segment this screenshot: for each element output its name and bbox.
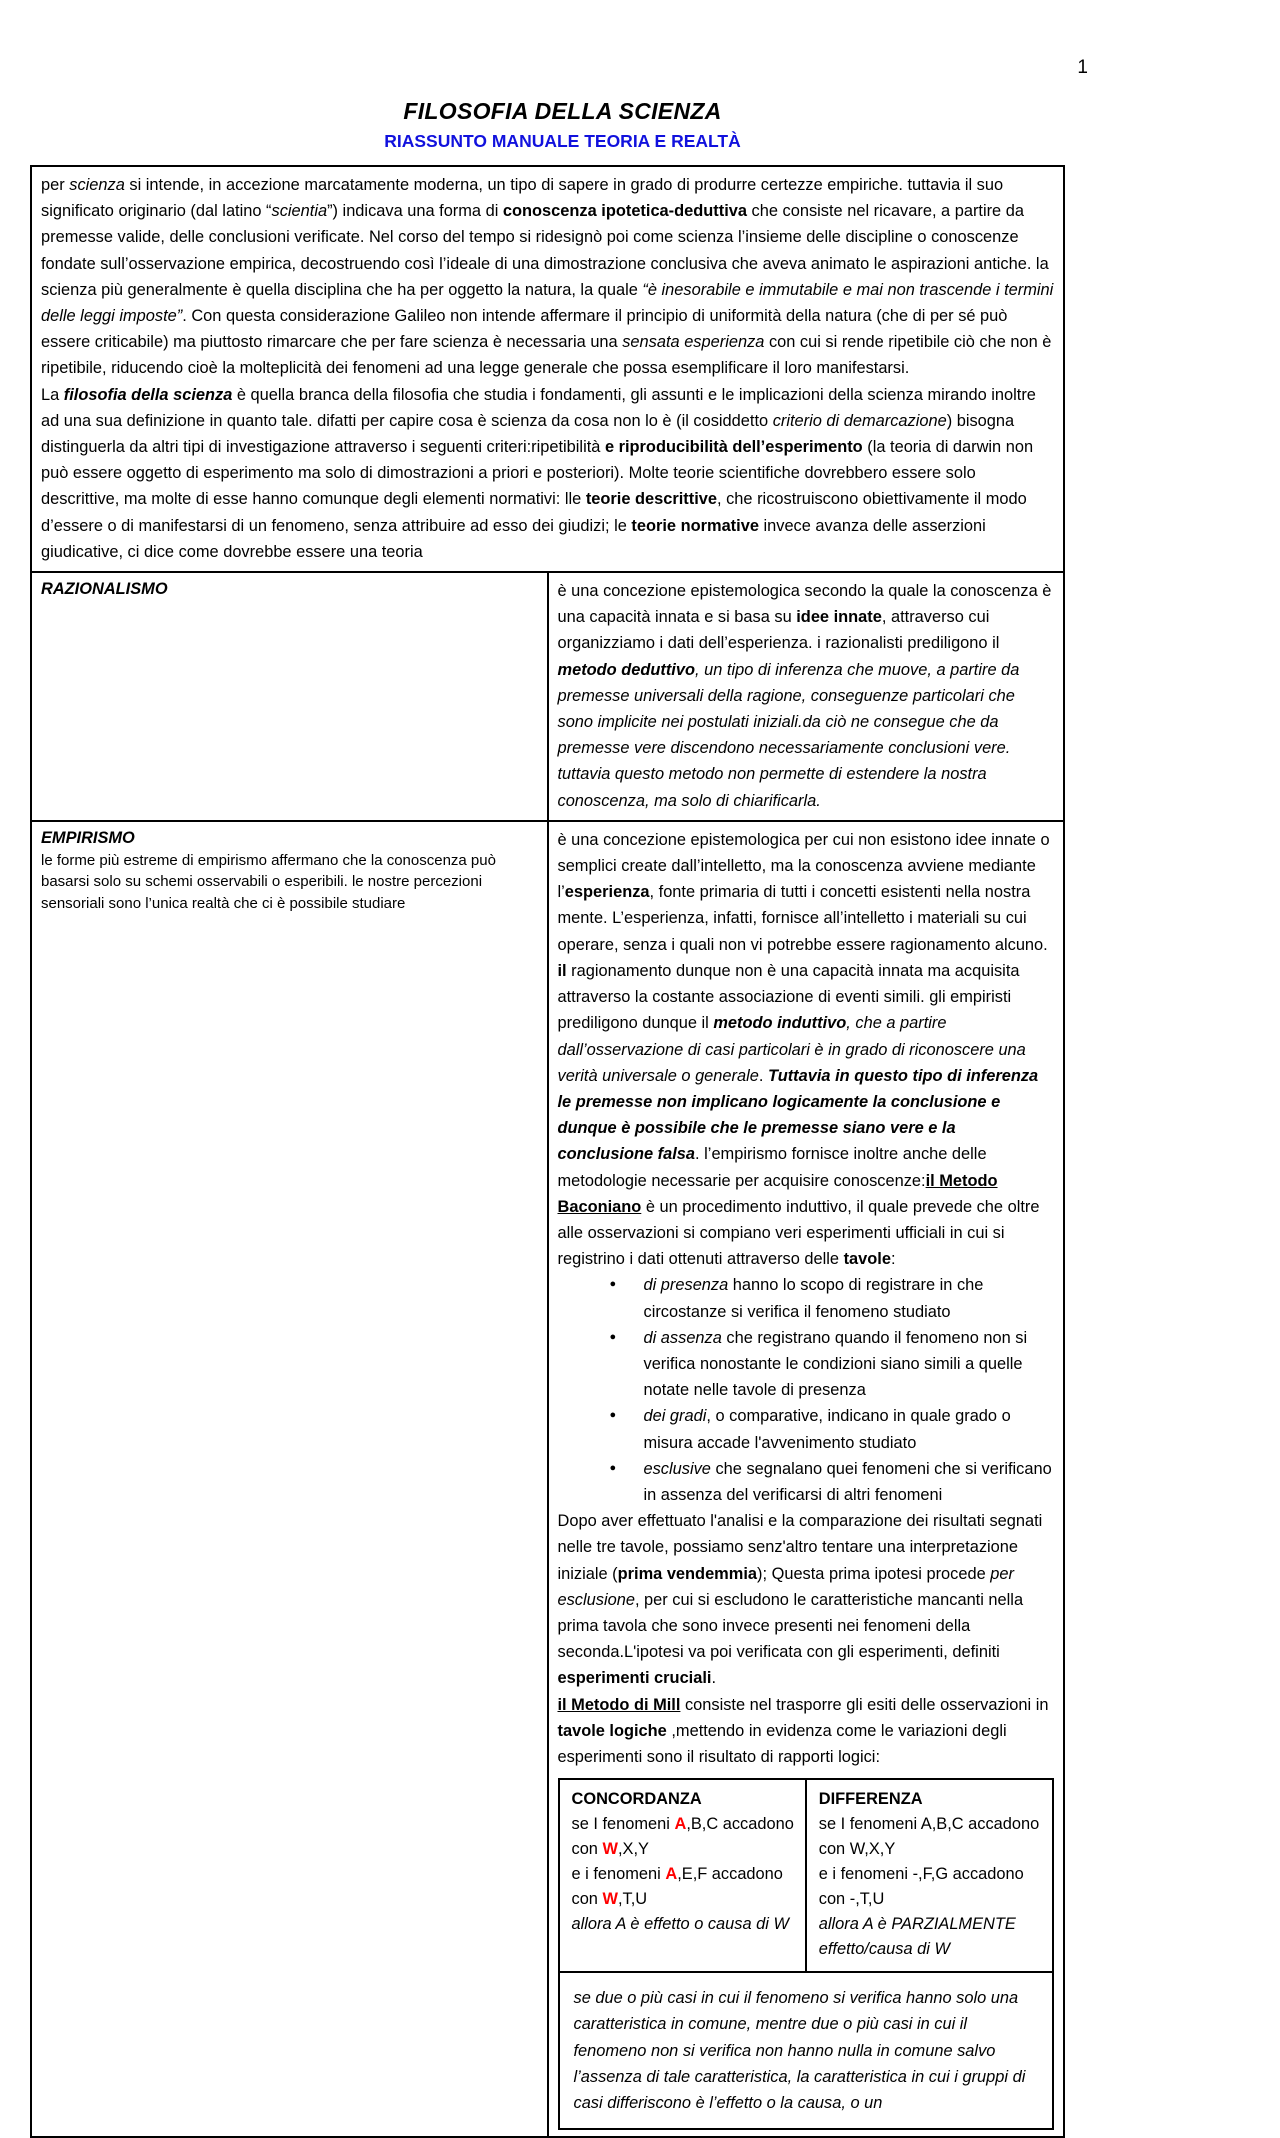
conc-l2-seg2: ,E,F accadono con bbox=[571, 1865, 783, 1909]
raz-seg1: è una concezione epistemologica secondo la quale la conoscenza è una capacità innata e si basa su bbox=[557, 582, 1052, 627]
intro-p2-bold-descrittive: teorie descrittive bbox=[585, 490, 717, 509]
intro-p1-em-quote: “è inesorabile e immutabile e mai non trascende i termini delle leggi imposte” bbox=[41, 280, 1054, 326]
intro-p2-bold-filosofia: filosofia della scienza bbox=[63, 385, 233, 404]
emp-bold-prima-vendemmia: prima vendemmia bbox=[617, 1564, 758, 1583]
concordanza-cell bbox=[559, 1779, 806, 1972]
conc-l1-seg3: ,X,Y bbox=[617, 1840, 649, 1859]
list-item bbox=[610, 1325, 1055, 1404]
tavole-list bbox=[558, 1272, 1055, 1508]
intro-p1-seg3: ”) indicava una forma di bbox=[327, 202, 503, 221]
emp-bolditalic-metodo-induttivo: metodo induttivo bbox=[713, 1014, 847, 1033]
raz-seg2: , attraverso cui organizziamo i dati dell’esperienza. i razionalisti prediligono il bbox=[557, 608, 1000, 653]
emp-mill-seg2: consiste nel trasporre gli esiti delle osservazioni in bbox=[680, 1695, 1049, 1714]
conc-l1-seg2: ,B,C accadono con bbox=[571, 1815, 794, 1859]
intro-p2-bold-normative: teorie normative bbox=[631, 516, 759, 535]
emp-seg6: è un procedimento induttivo, il quale prevede che oltre alle osservazioni si compiano veri esperimenti ufficiali in cui si registrino i dati ottenuti attraverso delle bbox=[557, 1197, 1040, 1269]
intro-p1-bold-ipotetica: conoscenza ipotetica-deduttiva bbox=[502, 202, 747, 221]
emp-mill-seg3: ,mettendo in evidenza come le variazioni degli esperimenti sono il risultato di rapporti logici: bbox=[557, 1721, 1007, 1766]
page-subtitle: RIASSUNTO MANUALE TEORIA E REALTÀ bbox=[384, 131, 741, 151]
tavola-1-em: di assenza bbox=[643, 1328, 722, 1347]
conc-l2-seg1: e i fenomeni bbox=[571, 1865, 666, 1884]
intro-paragraph-1 bbox=[41, 172, 1054, 382]
raz-bolditalic-metodo-deduttivo: metodo deduttivo bbox=[557, 660, 695, 679]
mill-note-row bbox=[559, 1972, 1054, 2129]
emp-seg2: , fonte primaria di tutti i concetti esistenti nella nostra mente. L’esperienza, infatti, fornisce all’intelletto i materiali su cui operare, senza i quali non vi potrebbe essere ragionamento alcuno. bbox=[557, 883, 1048, 954]
empirismo-row bbox=[31, 821, 1064, 2137]
mill-intro-paragraph bbox=[558, 1692, 1055, 1771]
differenza-line-2: e i fenomeni -,F,G accadono con -,T,U bbox=[818, 1865, 1024, 1909]
intro-p2-em-criterio: criterio di demarcazione bbox=[772, 411, 947, 430]
razionalismo-body-cell bbox=[548, 572, 1065, 821]
list-item bbox=[610, 1272, 1055, 1324]
mill-table bbox=[558, 1778, 1055, 2130]
empirismo-body-cell bbox=[548, 821, 1065, 2137]
emp-after-seg3: , per cui si escludono le caratteristiche mancanti nella prima tavola che sono invece presenti nei fenomeni della seconda.L'ipotesi va poi verificata con gli esperimenti, definiti bbox=[557, 1590, 1024, 1662]
emp-bold-tavole-logiche: tavole logiche bbox=[557, 1721, 667, 1740]
conc-l2-red-w: W bbox=[602, 1890, 618, 1909]
emp-em-osservazione: , che a partire dall’osservazione di casi particolari è in grado di riconoscere una verità universale o generale bbox=[557, 1014, 1026, 1085]
razionalismo-label: RAZIONALISMO bbox=[41, 580, 168, 599]
conc-l1-red-w: W bbox=[602, 1840, 618, 1859]
list-item bbox=[610, 1456, 1055, 1508]
concordanza-line-3: allora A è effetto o causa di W bbox=[571, 1915, 789, 1934]
content-table bbox=[30, 165, 1065, 2138]
razionalismo-label-cell bbox=[31, 572, 548, 821]
empirismo-paragraph bbox=[558, 827, 1055, 1272]
differenza-heading: DIFFERENZA bbox=[818, 1790, 923, 1809]
tavola-1-rest: che registrano quando il fenomeno non si verifica nonostante le condizioni siano simili a quelle notate nelle tavole di presenza bbox=[643, 1328, 1028, 1400]
emp-after-seg2: ); Questa prima ipotesi procede bbox=[757, 1564, 991, 1583]
intro-p1-seg1: per bbox=[41, 176, 70, 194]
raz-bold-idee-innate: idee innate bbox=[796, 608, 882, 627]
tavola-3-em: esclusive bbox=[643, 1459, 711, 1478]
empirismo-sidebar-text: le forme più estreme di empirismo affermano che la conoscenza può basarsi solo su schemi osservabili o esperibili. le nostre percezioni sensoriali sono l’unica realtà che ci è possibile studiare bbox=[41, 851, 496, 912]
intro-p2-bold-riproducibilita: e riproducibilità dell’esperimento bbox=[604, 438, 863, 457]
concordanza-line-1 bbox=[572, 1812, 795, 1862]
tavola-0-rest: hanno lo scopo di registrare in che circostanze si verifica il fenomeno studiato bbox=[643, 1276, 984, 1321]
mill-table-row bbox=[559, 1779, 1054, 1972]
intro-text bbox=[41, 172, 1054, 565]
list-item bbox=[610, 1403, 1055, 1455]
emp-bold-tavole: tavole bbox=[843, 1250, 891, 1269]
intro-p1-em-sensata: sensata esperienza bbox=[622, 333, 765, 352]
conc-l1-seg1: se I fenomeni bbox=[571, 1815, 675, 1834]
intro-p1-seg6: con cui si rende ripetibile ciò che non è ripetibile, riducendo cioè la molteplicità dei fenomeni ad una legge generale che possa esemplificare il loro manifestarsi. bbox=[41, 333, 1052, 378]
intro-p2-seg3: ) bisogna distinguerla da altri tipi di investigazione attraverso i seguenti criteri:ripetibilità bbox=[41, 411, 1015, 457]
page-title: FILOSOFIA DELLA SCIENZA bbox=[403, 98, 722, 124]
tavola-2-rest: , o comparative, indicano in quale grado o misura accade l'avvenimento studiato bbox=[643, 1407, 1011, 1452]
tavola-0-em: di presenza bbox=[643, 1276, 729, 1295]
intro-p1-seg5: . Con questa considerazione Galileo non intende affermare il principio di uniformità della natura (che di per sé può essere criticabile) ma piuttosto rimarcare che per fare scienza è necessaria una bbox=[41, 307, 1008, 352]
emp-seg5: . l’empirismo fornisce inoltre anche delle metodologie necessarie per acquisire conoscenze: bbox=[557, 1145, 987, 1190]
emp-seg3: ragionamento dunque non è una capacità innata ma acquisita attraverso la costante associazione di eventi simili. gli empiristi prediligono dunque il bbox=[557, 961, 1020, 1033]
intro-paragraph-2 bbox=[41, 382, 1054, 565]
tavola-2-em: dei gradi bbox=[643, 1407, 707, 1426]
emp-bold-esperimenti-cruciali: esperimenti cruciali bbox=[557, 1669, 712, 1688]
emp-bolditalic-tuttavia: Tuttavia in questo tipo di inferenza le premesse non implicano logicamente la conclusione e dunque è possibile che le premesse siano vere e la conclusione falsa bbox=[557, 1066, 1039, 1164]
intro-p1-em-scienza: scienza bbox=[69, 176, 125, 194]
intro-p2-seg2: è quella branca della filosofia che studia i fondamenti, gli assunti e le implicazioni della scienza mirando inoltre ad una sua definizione in quanto tale. difatti per capire cosa è scienza da cosa non lo è (il cosiddetto bbox=[41, 385, 1036, 430]
concordanza-line-2 bbox=[572, 1862, 795, 1912]
emp-seg7: : bbox=[890, 1250, 896, 1269]
raz-em-rest: , un tipo di inferenza che muove, a partire da premesse universali della ragione, conseguenze particolari che sono implicite nei postulati iniziali.da ciò ne consegue che da premesse vere discendono necessariamente conclusioni vere. tuttavia questo metodo non permette di estendere la nostra conoscenza, ma solo di chiarificarla. bbox=[557, 660, 1020, 810]
intro-p2-seg6: invece avanza delle asserzioni giudicative, ci dice come dovrebbe essere una teoria bbox=[41, 516, 986, 561]
razionalismo-paragraph bbox=[558, 578, 1055, 814]
razionalismo-row bbox=[31, 572, 1064, 821]
intro-p2-seg4: (la teoria di darwin non può essere oggetto di esperimento ma solo di dimostrazioni a priori e posteriori). Molte teorie scientifiche dovrebbero essere solo descrittive, ma molte di esse hanno comunque degli elementi normativi: lle bbox=[41, 438, 1034, 509]
emp-seg4: . bbox=[758, 1066, 768, 1085]
differenza-cell bbox=[806, 1779, 1053, 1972]
intro-p1-seg4: che consiste nel ricavare, a partire da premesse valide, delle conclusioni verificate. Nel corso del tempo si ridesignò poi come scienza l’insieme delle discipline o conoscenze fondate sull’osservazione empirica, decostruendo così l’ideale di una dimostrazione conclusiva che aveva animato le aspirazioni antiche. la scienza più generalmente è quella disciplina che ha per oggetto la natura, la quale bbox=[41, 202, 1049, 299]
concordanza-heading: CONCORDANZA bbox=[571, 1790, 702, 1809]
intro-p2-seg5: , che ricostruiscono obiettivamente il modo d’essere o di manifestarsi di un fenomeno, senza attribuire ad esso dei giudizi; le bbox=[41, 490, 1027, 535]
page-number: 1 bbox=[1077, 57, 1088, 78]
empirismo-label: EMPIRISMO bbox=[41, 828, 135, 847]
tavola-3-rest: che segnalano quei fenomeni che si verificano in assenza del verificarsi di altri fenomeni bbox=[643, 1459, 1052, 1504]
intro-row bbox=[31, 166, 1064, 572]
emp-bold-il: il bbox=[557, 961, 567, 980]
razionalismo-text bbox=[558, 578, 1055, 814]
intro-p2-seg1: La bbox=[41, 385, 64, 404]
emp-boldunderline-metodo-mill: il Metodo di Mill bbox=[557, 1695, 681, 1714]
emp-boldunderline-metodo-baconiano: il Metodo Baconiano bbox=[557, 1171, 998, 1216]
emp-em-per-esclusione: per esclusione bbox=[557, 1564, 1014, 1609]
intro-p1-seg2: si intende, in accezione marcatamente moderna, un tipo di sapere in grado di produrre certezze empiriche. tuttavia il suo significato originario (dal latino “ bbox=[41, 176, 1004, 221]
emp-after-seg1: Dopo aver effettuato l'analisi e la comparazione dei risultati segnati nelle tre tavole, possiamo senz'altro tentare una interpretazione iniziale ( bbox=[557, 1512, 1043, 1583]
differenza-line-1: se I fenomeni A,B,C accadono con W,X,Y bbox=[818, 1815, 1040, 1859]
conc-l1-red-a: A bbox=[674, 1815, 687, 1834]
intro-p1-em-scientia: scientia bbox=[271, 202, 328, 221]
emp-bold-esperienza: esperienza bbox=[564, 883, 650, 902]
mill-note-cell bbox=[559, 1972, 1054, 2129]
emp-seg1: è una concezione epistemologica per cui non esistono idee innate o semplici create dall’intelletto, ma la conoscenza avviene mediante l’ bbox=[557, 830, 1050, 902]
emp-after-seg4: . bbox=[711, 1669, 717, 1688]
empirismo-label-cell bbox=[31, 821, 548, 2137]
mill-note-text: se due o più casi in cui il fenomeno si verifica hanno solo una caratteristica in comune, mentre due o più casi in cui il fenomeno non si verifica non hanno nulla in comune salvo l’assenza di tale caratteristica, la caratteristica in cui i gruppi di casi differiscono è l’effetto o la causa, o un bbox=[573, 1989, 1026, 2112]
intro-cell bbox=[31, 166, 1064, 572]
conc-l2-seg3: ,T,U bbox=[617, 1890, 648, 1909]
conc-l2-red-a: A bbox=[665, 1865, 678, 1884]
empirismo-after-paragraph bbox=[558, 1508, 1055, 1691]
empirismo-text bbox=[558, 827, 1055, 2130]
differenza-line-3: allora A è PARZIALMENTE effetto/causa di W bbox=[818, 1915, 1016, 1959]
